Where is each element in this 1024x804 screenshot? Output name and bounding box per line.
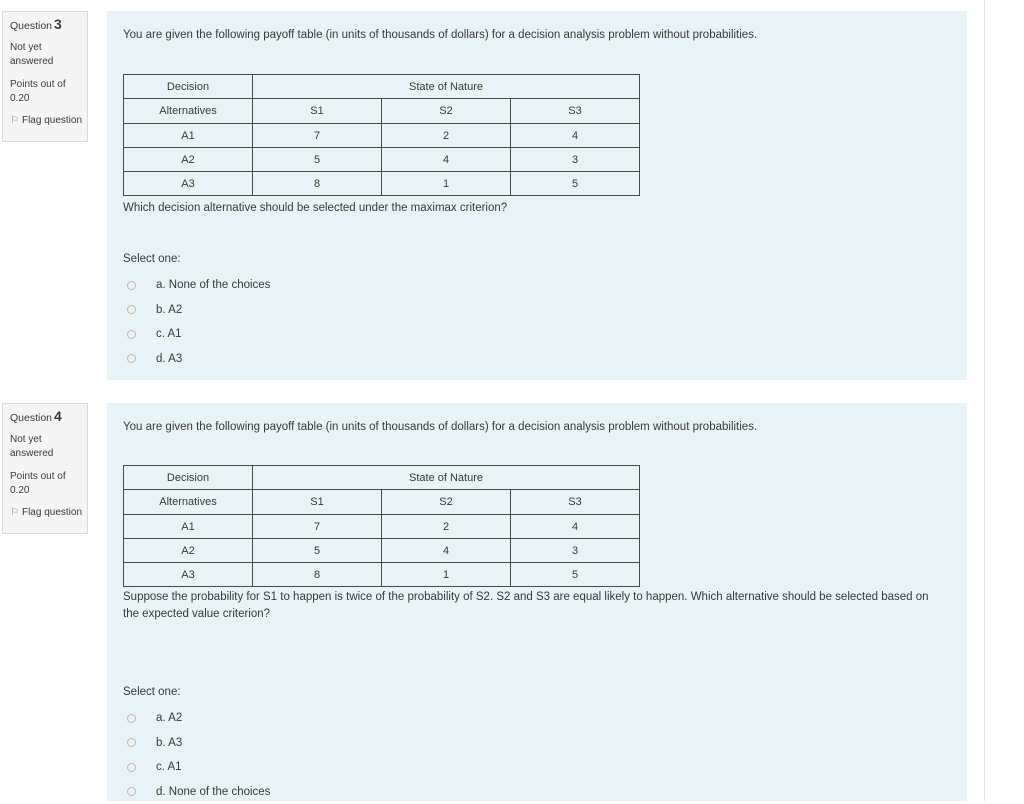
answer-option-a[interactable]: a. None of the choices	[123, 273, 270, 298]
table-row	[124, 148, 640, 172]
radio-button[interactable]	[127, 330, 136, 339]
question-state: Not yet answered	[10, 41, 87, 69]
question-state: Not yet answered	[10, 433, 87, 461]
table-cell: 5	[253, 539, 382, 563]
radio-button[interactable]	[127, 354, 136, 363]
table-cell: A1	[124, 515, 253, 539]
table-cell: A2	[124, 148, 253, 172]
table-row	[124, 172, 640, 196]
radio-button[interactable]	[127, 763, 136, 772]
table-header-state: S2	[382, 490, 511, 515]
radio-button[interactable]	[127, 787, 136, 796]
answer-options	[123, 273, 270, 371]
question-grade: Points out of 0.20	[10, 78, 87, 106]
answer-option-d[interactable]: d. A3	[123, 347, 270, 372]
table-row	[124, 124, 640, 148]
select-one-label: Select one:	[123, 253, 181, 265]
question-number: Question 4	[10, 410, 87, 425]
answer-option-d[interactable]: d. None of the choices	[123, 780, 270, 804]
table-header-alternatives: Alternatives	[124, 490, 253, 515]
table-header-decision: Decision	[124, 75, 253, 99]
table-cell: 2	[382, 124, 511, 148]
answer-options	[123, 706, 270, 804]
table-cell: A1	[124, 124, 253, 148]
table-row	[124, 539, 640, 563]
table-cell: 8	[253, 563, 382, 587]
table-cell: 2	[382, 515, 511, 539]
table-cell: 5	[511, 172, 640, 196]
question-info-panel	[2, 11, 88, 142]
table-cell: 5	[511, 563, 640, 587]
table-cell: A2	[124, 539, 253, 563]
table-cell: 3	[511, 148, 640, 172]
table-cell: 1	[382, 563, 511, 587]
table-header-state: S1	[253, 99, 382, 124]
question-text: You are given the following payoff table (in units of thousands of dollars) for a decision analysis problem without probabilities.	[123, 29, 757, 41]
flag-icon: ⚐	[10, 114, 19, 128]
flag-question-link[interactable]: ⚐ Flag question	[10, 506, 87, 520]
table-header-state: S3	[511, 490, 640, 515]
table-header-state: S3	[511, 99, 640, 124]
question-info-panel	[2, 403, 88, 534]
question-content	[107, 403, 967, 801]
flag-icon: ⚐	[10, 506, 19, 520]
question-number: Question 3	[10, 18, 87, 33]
table-cell: 5	[253, 148, 382, 172]
question-text: You are given the following payoff table (in units of thousands of dollars) for a decision analysis problem without probabilities.	[123, 421, 757, 433]
answer-option-c[interactable]: c. A1	[123, 322, 270, 347]
table-cell: 4	[511, 515, 640, 539]
answer-option-b[interactable]: b. A2	[123, 298, 270, 323]
table-cell: 3	[511, 539, 640, 563]
question-grade: Points out of 0.20	[10, 470, 87, 498]
radio-button[interactable]	[127, 714, 136, 723]
table-cell: 4	[511, 124, 640, 148]
question-prompt: Suppose the probability for S1 to happen is twice of the probability of S2. S2 and S3 are equal likely to happen. Which alternative should be selected based on the expected value criterion?	[123, 589, 943, 623]
payoff-table	[123, 74, 640, 196]
answer-option-a[interactable]: a. A2	[123, 706, 270, 731]
page-scrollbar-track	[984, 0, 985, 801]
table-header-alternatives: Alternatives	[124, 99, 253, 124]
table-header-decision: Decision	[124, 466, 253, 490]
table-header-state: S2	[382, 99, 511, 124]
table-header-state-of-nature: State of Nature	[253, 75, 640, 99]
table-row	[124, 563, 640, 587]
radio-button[interactable]	[127, 281, 136, 290]
question-content	[107, 11, 967, 380]
radio-button[interactable]	[127, 738, 136, 747]
table-cell: 4	[382, 148, 511, 172]
question-prompt: Which decision alternative should be selected under the maximax criterion?	[123, 200, 943, 217]
table-row	[124, 515, 640, 539]
answer-option-b[interactable]: b. A3	[123, 731, 270, 756]
select-one-label: Select one:	[123, 686, 181, 698]
flag-question-link[interactable]: ⚐ Flag question	[10, 114, 87, 128]
payoff-table	[123, 465, 640, 587]
table-header-state-of-nature: State of Nature	[253, 466, 640, 490]
table-cell: 8	[253, 172, 382, 196]
answer-option-c[interactable]: c. A1	[123, 755, 270, 780]
table-cell: 7	[253, 515, 382, 539]
table-cell: A3	[124, 172, 253, 196]
radio-button[interactable]	[127, 305, 136, 314]
table-cell: 4	[382, 539, 511, 563]
table-cell: A3	[124, 563, 253, 587]
table-cell: 1	[382, 172, 511, 196]
table-header-state: S1	[253, 490, 382, 515]
table-cell: 7	[253, 124, 382, 148]
